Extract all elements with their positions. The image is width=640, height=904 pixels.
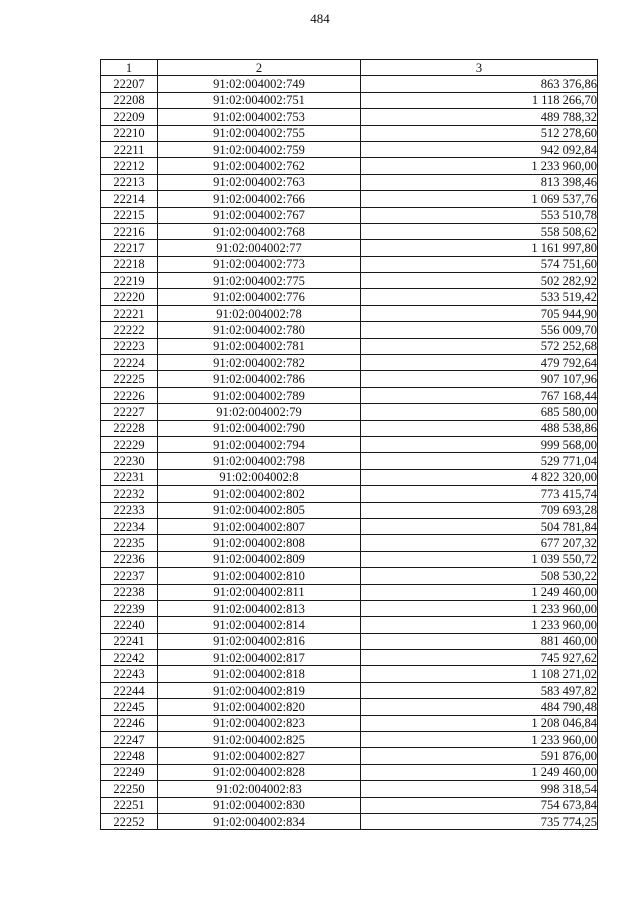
table-row <box>101 322 598 338</box>
table-row <box>101 207 598 223</box>
cadastral-number-cell: 91:02:004002:782 <box>158 355 361 371</box>
row-number-cell: 22207 <box>101 76 158 92</box>
cadastral-number-cell: 91:02:004002:819 <box>158 682 361 698</box>
value-cell: 1 233 960,00 <box>361 600 598 616</box>
table-row <box>101 535 598 551</box>
table-row <box>101 404 598 420</box>
row-number-cell: 22235 <box>101 535 158 551</box>
column-header-1: 1 <box>101 60 158 76</box>
row-number-cell: 22222 <box>101 322 158 338</box>
table-row <box>101 502 598 518</box>
value-cell: 942 092,84 <box>361 141 598 157</box>
table-row <box>101 797 598 813</box>
row-number-cell: 22214 <box>101 191 158 207</box>
cadastral-number-cell: 91:02:004002:817 <box>158 650 361 666</box>
table-row <box>101 387 598 403</box>
table-row <box>101 781 598 797</box>
table-row <box>101 486 598 502</box>
value-cell: 999 568,00 <box>361 436 598 452</box>
table-row <box>101 584 598 600</box>
value-cell: 705 944,90 <box>361 305 598 321</box>
value-cell: 488 538,86 <box>361 420 598 436</box>
value-cell: 508 530,22 <box>361 568 598 584</box>
value-cell: 529 771,04 <box>361 453 598 469</box>
table-row <box>101 748 598 764</box>
table-row <box>101 305 598 321</box>
cadastral-number-cell: 91:02:004002:773 <box>158 256 361 272</box>
table-row <box>101 666 598 682</box>
cadastral-number-cell: 91:02:004002:789 <box>158 387 361 403</box>
cadastral-number-cell: 91:02:004002:802 <box>158 486 361 502</box>
value-cell: 4 822 320,00 <box>361 469 598 485</box>
cadastral-number-cell: 91:02:004002:77 <box>158 240 361 256</box>
value-cell: 709 693,28 <box>361 502 598 518</box>
row-number-cell: 22231 <box>101 469 158 485</box>
value-cell: 745 927,62 <box>361 650 598 666</box>
cadastral-number-cell: 91:02:004002:755 <box>158 125 361 141</box>
value-cell: 735 774,25 <box>361 813 598 829</box>
table-row <box>101 191 598 207</box>
cadastral-number-cell: 91:02:004002:768 <box>158 223 361 239</box>
table-row <box>101 223 598 239</box>
cadastral-number-cell: 91:02:004002:807 <box>158 518 361 534</box>
value-cell: 754 673,84 <box>361 797 598 813</box>
row-number-cell: 22241 <box>101 633 158 649</box>
cadastral-number-cell: 91:02:004002:811 <box>158 584 361 600</box>
cadastral-number-cell: 91:02:004002:78 <box>158 305 361 321</box>
row-number-cell: 22245 <box>101 699 158 715</box>
table-row <box>101 551 598 567</box>
row-number-cell: 22246 <box>101 715 158 731</box>
row-number-cell: 22230 <box>101 453 158 469</box>
row-number-cell: 22228 <box>101 420 158 436</box>
cadastral-number-cell: 91:02:004002:79 <box>158 404 361 420</box>
table-row <box>101 633 598 649</box>
row-number-cell: 22226 <box>101 387 158 403</box>
value-cell: 574 751,60 <box>361 256 598 272</box>
column-header-2: 2 <box>158 60 361 76</box>
table-row <box>101 453 598 469</box>
table-row <box>101 568 598 584</box>
cadastral-number-cell: 91:02:004002:813 <box>158 600 361 616</box>
value-cell: 502 282,92 <box>361 273 598 289</box>
row-number-cell: 22218 <box>101 256 158 272</box>
table-row <box>101 355 598 371</box>
cadastral-number-cell: 91:02:004002:766 <box>158 191 361 207</box>
value-cell: 1 118 266,70 <box>361 92 598 108</box>
row-number-cell: 22242 <box>101 650 158 666</box>
value-cell: 583 497,82 <box>361 682 598 698</box>
cadastral-number-cell: 91:02:004002:83 <box>158 781 361 797</box>
value-cell: 685 580,00 <box>361 404 598 420</box>
value-cell: 1 233 960,00 <box>361 617 598 633</box>
table-row <box>101 240 598 256</box>
row-number-cell: 22210 <box>101 125 158 141</box>
cadastral-number-cell: 91:02:004002:810 <box>158 568 361 584</box>
table-row <box>101 764 598 780</box>
row-number-cell: 22248 <box>101 748 158 764</box>
value-cell: 489 788,32 <box>361 109 598 125</box>
cadastral-number-cell: 91:02:004002:834 <box>158 813 361 829</box>
value-cell: 881 460,00 <box>361 633 598 649</box>
table-row <box>101 338 598 354</box>
table-row <box>101 617 598 633</box>
row-number-cell: 22247 <box>101 732 158 748</box>
row-number-cell: 22211 <box>101 141 158 157</box>
table-row <box>101 109 598 125</box>
row-number-cell: 22233 <box>101 502 158 518</box>
row-number-cell: 22240 <box>101 617 158 633</box>
table-row <box>101 436 598 452</box>
cadastral-number-cell: 91:02:004002:775 <box>158 273 361 289</box>
cadastral-number-cell: 91:02:004002:780 <box>158 322 361 338</box>
cadastral-number-cell: 91:02:004002:762 <box>158 158 361 174</box>
cadastral-number-cell: 91:02:004002:767 <box>158 207 361 223</box>
value-cell: 1 161 997,80 <box>361 240 598 256</box>
table-row <box>101 600 598 616</box>
value-cell: 572 252,68 <box>361 338 598 354</box>
value-cell: 504 781,84 <box>361 518 598 534</box>
row-number-cell: 22212 <box>101 158 158 174</box>
header-row <box>101 60 598 76</box>
value-cell: 1 039 550,72 <box>361 551 598 567</box>
cadastral-number-cell: 91:02:004002:781 <box>158 338 361 354</box>
value-cell: 512 278,60 <box>361 125 598 141</box>
row-number-cell: 22237 <box>101 568 158 584</box>
value-cell: 558 508,62 <box>361 223 598 239</box>
row-number-cell: 22239 <box>101 600 158 616</box>
cadastral-number-cell: 91:02:004002:809 <box>158 551 361 567</box>
value-cell: 907 107,96 <box>361 371 598 387</box>
value-cell: 553 510,78 <box>361 207 598 223</box>
table-row <box>101 141 598 157</box>
row-number-cell: 22220 <box>101 289 158 305</box>
value-cell: 1 108 271,02 <box>361 666 598 682</box>
row-number-cell: 22227 <box>101 404 158 420</box>
table-row <box>101 174 598 190</box>
row-number-cell: 22216 <box>101 223 158 239</box>
table-row <box>101 469 598 485</box>
cadastral-number-cell: 91:02:004002:751 <box>158 92 361 108</box>
value-cell: 1 249 460,00 <box>361 764 598 780</box>
row-number-cell: 22252 <box>101 813 158 829</box>
cadastral-number-cell: 91:02:004002:827 <box>158 748 361 764</box>
row-number-cell: 22229 <box>101 436 158 452</box>
cadastral-number-cell: 91:02:004002:790 <box>158 420 361 436</box>
cadastral-number-cell: 91:02:004002:759 <box>158 141 361 157</box>
row-number-cell: 22223 <box>101 338 158 354</box>
cadastral-number-cell: 91:02:004002:763 <box>158 174 361 190</box>
table-row <box>101 273 598 289</box>
table-row <box>101 256 598 272</box>
table-row <box>101 158 598 174</box>
row-number-cell: 22238 <box>101 584 158 600</box>
row-number-cell: 22244 <box>101 682 158 698</box>
cadastral-number-cell: 91:02:004002:786 <box>158 371 361 387</box>
value-cell: 1 233 960,00 <box>361 158 598 174</box>
row-number-cell: 22236 <box>101 551 158 567</box>
row-number-cell: 22234 <box>101 518 158 534</box>
page-number: 484 <box>310 11 330 26</box>
table-row <box>101 682 598 698</box>
row-number-cell: 22225 <box>101 371 158 387</box>
row-number-cell: 22209 <box>101 109 158 125</box>
cadastral-number-cell: 91:02:004002:830 <box>158 797 361 813</box>
table-row <box>101 732 598 748</box>
table-row <box>101 813 598 829</box>
value-cell: 813 398,46 <box>361 174 598 190</box>
cadastral-number-cell: 91:02:004002:828 <box>158 764 361 780</box>
cadastral-number-cell: 91:02:004002:825 <box>158 732 361 748</box>
value-cell: 677 207,32 <box>361 535 598 551</box>
cadastral-number-cell: 91:02:004002:753 <box>158 109 361 125</box>
cadastral-number-cell: 91:02:004002:823 <box>158 715 361 731</box>
value-cell: 1 249 460,00 <box>361 584 598 600</box>
value-cell: 998 318,54 <box>361 781 598 797</box>
table-row <box>101 125 598 141</box>
cadastral-number-cell: 91:02:004002:776 <box>158 289 361 305</box>
row-number-cell: 22251 <box>101 797 158 813</box>
table-row <box>101 420 598 436</box>
table-row <box>101 518 598 534</box>
table-row <box>101 650 598 666</box>
cadastral-number-cell: 91:02:004002:805 <box>158 502 361 518</box>
cadastral-number-cell: 91:02:004002:818 <box>158 666 361 682</box>
row-number-cell: 22215 <box>101 207 158 223</box>
value-cell: 1 069 537,76 <box>361 191 598 207</box>
value-cell: 1 233 960,00 <box>361 732 598 748</box>
row-number-cell: 22217 <box>101 240 158 256</box>
value-cell: 479 792,64 <box>361 355 598 371</box>
value-cell: 591 876,00 <box>361 748 598 764</box>
row-number-cell: 22221 <box>101 305 158 321</box>
table-row <box>101 76 598 92</box>
cadastral-number-cell: 91:02:004002:808 <box>158 535 361 551</box>
table-row <box>101 699 598 715</box>
row-number-cell: 22232 <box>101 486 158 502</box>
cadastral-number-cell: 91:02:004002:820 <box>158 699 361 715</box>
value-cell: 773 415,74 <box>361 486 598 502</box>
value-cell: 533 519,42 <box>361 289 598 305</box>
cadastral-number-cell: 91:02:004002:816 <box>158 633 361 649</box>
table-row <box>101 371 598 387</box>
table-row <box>101 715 598 731</box>
row-number-cell: 22249 <box>101 764 158 780</box>
registry-table <box>100 59 598 830</box>
column-header-3: 3 <box>361 60 598 76</box>
value-cell: 863 376,86 <box>361 76 598 92</box>
table-row <box>101 289 598 305</box>
cadastral-number-cell: 91:02:004002:798 <box>158 453 361 469</box>
cadastral-number-cell: 91:02:004002:749 <box>158 76 361 92</box>
cadastral-number-cell: 91:02:004002:8 <box>158 469 361 485</box>
row-number-cell: 22213 <box>101 174 158 190</box>
row-number-cell: 22243 <box>101 666 158 682</box>
cadastral-number-cell: 91:02:004002:794 <box>158 436 361 452</box>
value-cell: 556 009,70 <box>361 322 598 338</box>
row-number-cell: 22219 <box>101 273 158 289</box>
value-cell: 484 790,48 <box>361 699 598 715</box>
row-number-cell: 22224 <box>101 355 158 371</box>
row-number-cell: 22208 <box>101 92 158 108</box>
value-cell: 767 168,44 <box>361 387 598 403</box>
cadastral-number-cell: 91:02:004002:814 <box>158 617 361 633</box>
table-body <box>101 76 598 830</box>
value-cell: 1 208 046,84 <box>361 715 598 731</box>
table-row <box>101 92 598 108</box>
row-number-cell: 22250 <box>101 781 158 797</box>
